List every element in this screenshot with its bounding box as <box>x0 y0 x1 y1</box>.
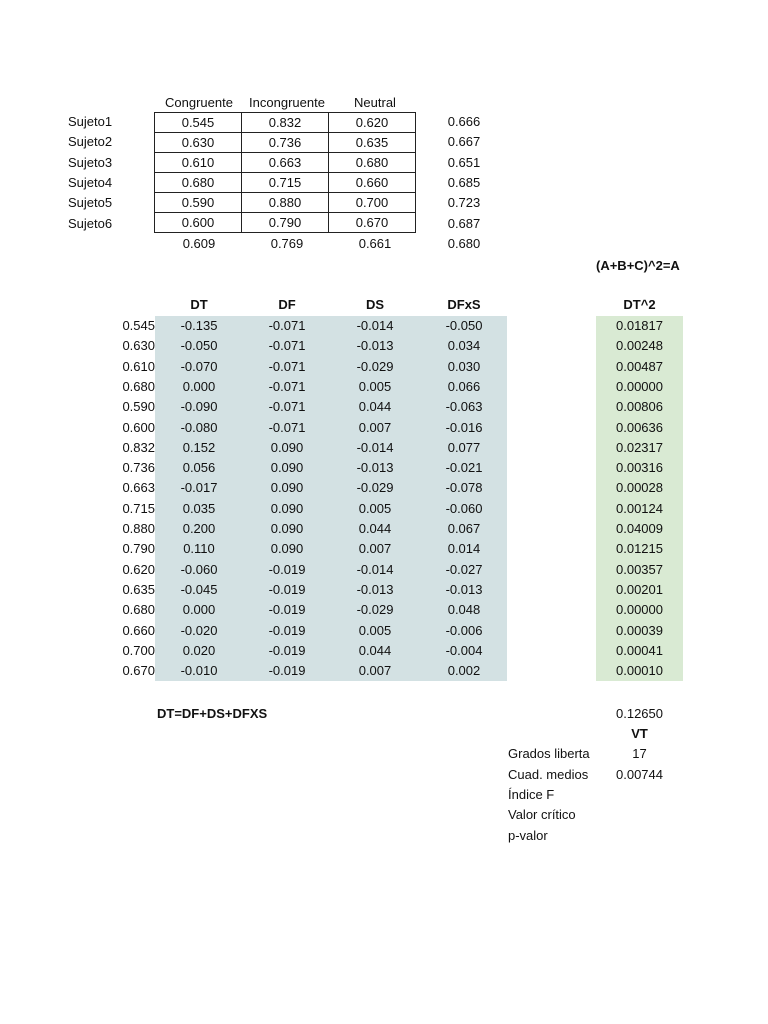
table-cell[interactable]: 0.090 <box>270 521 304 536</box>
squared-cell[interactable]: 0.00000 <box>616 602 663 618</box>
table-cell[interactable]: -0.063 <box>445 399 483 415</box>
subject-label: Sujeto6 <box>68 216 113 231</box>
column-mean[interactable]: 0.609 <box>182 236 216 251</box>
subject-label: Sujeto5 <box>68 195 113 210</box>
row-value[interactable]: 0.680 <box>122 378 155 394</box>
table-cell[interactable]: -0.013 <box>445 581 483 597</box>
table-cell[interactable]: 0.034 <box>447 338 481 354</box>
table-cell[interactable]: 0.832 <box>242 113 329 133</box>
table-cell[interactable]: -0.019 <box>268 642 306 658</box>
table-row <box>155 133 416 153</box>
row-mean[interactable]: 0.651 <box>447 155 481 170</box>
row-mean[interactable]: 0.685 <box>447 175 481 190</box>
table-cell[interactable]: 0.035 <box>182 500 216 516</box>
header-ds: DS <box>365 297 385 312</box>
table-cell[interactable]: 0.090 <box>270 480 304 496</box>
header-dfxs: DFxS <box>447 297 481 312</box>
table-cell[interactable]: -0.013 <box>356 581 394 597</box>
squared-cell[interactable]: 0.00028 <box>616 480 663 496</box>
squared-cell[interactable]: 0.00316 <box>616 460 663 476</box>
row-value[interactable]: 0.832 <box>122 439 155 455</box>
row-value[interactable]: 0.790 <box>122 541 155 557</box>
table-row <box>155 113 416 133</box>
raw-data-table <box>154 112 416 233</box>
header-dt-squared: DT^2 <box>623 297 656 312</box>
table-cell[interactable]: -0.050 <box>445 318 483 333</box>
table-cell[interactable]: 0.007 <box>358 419 392 435</box>
squared-cell[interactable]: 0.04009 <box>616 521 663 536</box>
table-cell[interactable]: -0.019 <box>268 602 306 618</box>
table-cell[interactable]: 0.680 <box>155 173 242 193</box>
table-cell[interactable]: -0.006 <box>445 622 483 638</box>
table-cell[interactable]: 0.600 <box>155 213 242 233</box>
row-value[interactable]: 0.635 <box>122 581 155 597</box>
table-cell[interactable]: -0.014 <box>356 318 394 333</box>
squared-cell[interactable]: 0.01817 <box>616 318 663 333</box>
column-mean[interactable]: 0.661 <box>358 236 392 251</box>
squared-cell[interactable]: 0.00010 <box>616 663 663 679</box>
table-cell[interactable]: 0.002 <box>447 663 481 679</box>
table-cell[interactable]: 0.790 <box>242 213 329 233</box>
formula-dt[interactable]: DT=DF+DS+DFXS <box>157 706 268 721</box>
stat-label-critical[interactable]: Valor crítico <box>508 807 576 822</box>
squared-cell[interactable]: 0.00636 <box>616 419 663 435</box>
row-value[interactable]: 0.880 <box>122 521 155 536</box>
table-cell[interactable]: 0.005 <box>358 378 392 394</box>
table-cell[interactable]: 0.020 <box>182 642 216 658</box>
table-cell[interactable]: 0.152 <box>182 439 216 455</box>
header-neutral: Neutral <box>354 95 396 110</box>
table-cell[interactable]: -0.016 <box>445 419 483 435</box>
subject-label: Sujeto3 <box>68 155 113 170</box>
table-cell[interactable]: 0.090 <box>270 460 304 476</box>
table-cell[interactable]: 0.736 <box>242 133 329 153</box>
header-incongruente: Incongruente <box>249 95 325 110</box>
table-cell[interactable]: -0.090 <box>180 399 218 415</box>
table-cell[interactable]: 0.000 <box>182 378 216 394</box>
table-cell[interactable]: -0.010 <box>180 663 218 679</box>
table-cell[interactable]: 0.880 <box>242 193 329 213</box>
table-cell[interactable]: 0.048 <box>447 602 481 618</box>
squared-cell[interactable]: 0.01215 <box>616 541 663 557</box>
row-mean[interactable]: 0.666 <box>447 114 481 129</box>
table-cell[interactable]: -0.019 <box>268 622 306 638</box>
table-cell[interactable]: -0.029 <box>356 602 394 618</box>
table-cell[interactable]: -0.013 <box>356 338 394 354</box>
table-cell[interactable]: 0.715 <box>242 173 329 193</box>
subject-label: Sujeto4 <box>68 175 113 190</box>
row-value[interactable]: 0.600 <box>122 419 155 435</box>
row-value[interactable]: 0.715 <box>122 500 155 516</box>
table-cell[interactable]: -0.135 <box>180 318 218 333</box>
table-cell[interactable]: 0.545 <box>155 113 242 133</box>
table-cell[interactable]: -0.004 <box>445 642 483 658</box>
row-value[interactable]: 0.736 <box>122 460 155 476</box>
row-value[interactable]: 0.590 <box>122 399 155 415</box>
table-cell[interactable]: -0.060 <box>180 561 218 577</box>
squared-cell[interactable]: 0.00487 <box>616 358 663 374</box>
table-cell[interactable]: -0.071 <box>268 399 306 415</box>
table-cell[interactable]: -0.019 <box>268 561 306 577</box>
table-row <box>155 193 416 213</box>
table-cell[interactable]: -0.014 <box>356 439 394 455</box>
table-cell[interactable]: -0.020 <box>180 622 218 638</box>
table-cell[interactable]: -0.071 <box>268 419 306 435</box>
table-row <box>155 173 416 193</box>
table-cell[interactable]: 0.067 <box>447 521 481 536</box>
table-cell[interactable]: -0.013 <box>356 460 394 476</box>
table-cell[interactable]: 0.610 <box>155 153 242 173</box>
squared-cell[interactable]: 0.00041 <box>616 642 663 658</box>
table-cell[interactable]: 0.620 <box>329 113 416 133</box>
row-value[interactable]: 0.670 <box>122 663 155 679</box>
table-cell[interactable]: 0.044 <box>358 642 392 658</box>
table-cell[interactable]: -0.071 <box>268 338 306 354</box>
formula-a[interactable]: (A+B+C)^2=A <box>596 258 680 273</box>
stat-label-pvalue[interactable]: p-valor <box>508 828 548 843</box>
row-value[interactable]: 0.660 <box>122 622 155 638</box>
header-congruente: Congruente <box>165 95 233 110</box>
row-mean[interactable]: 0.687 <box>447 216 481 231</box>
table-cell[interactable]: 0.066 <box>447 378 481 394</box>
stat-label-ms[interactable]: Cuad. medios <box>508 767 589 782</box>
table-cell[interactable]: 0.030 <box>447 358 481 374</box>
table-cell[interactable]: 0.670 <box>329 213 416 233</box>
table-cell[interactable]: -0.071 <box>268 378 306 394</box>
table-cell[interactable]: 0.635 <box>329 133 416 153</box>
table-cell[interactable]: 0.630 <box>155 133 242 153</box>
row-value[interactable]: 0.663 <box>122 480 155 496</box>
sum-of-squares[interactable]: 0.12650 <box>616 706 663 721</box>
squared-cell[interactable]: 0.00248 <box>616 338 663 354</box>
vt-label[interactable]: VT <box>631 726 648 741</box>
mean-square[interactable]: 0.00744 <box>616 767 663 782</box>
table-cell[interactable]: -0.017 <box>180 480 218 496</box>
table-cell[interactable]: 0.044 <box>358 399 392 415</box>
row-mean[interactable]: 0.723 <box>447 195 481 210</box>
table-cell[interactable]: -0.071 <box>268 358 306 374</box>
squared-cell[interactable]: 0.00357 <box>616 561 663 577</box>
table-cell[interactable]: -0.050 <box>180 338 218 354</box>
table-cell[interactable]: 0.663 <box>242 153 329 173</box>
table-cell[interactable]: 0.007 <box>358 663 392 679</box>
table-cell[interactable]: -0.045 <box>180 581 218 597</box>
row-value[interactable]: 0.545 <box>122 318 155 333</box>
table-cell[interactable]: 0.014 <box>447 541 481 557</box>
degrees-of-freedom[interactable]: 17 <box>632 746 647 761</box>
table-cell[interactable]: 0.200 <box>182 521 216 536</box>
table-cell[interactable]: -0.019 <box>268 663 306 679</box>
table-cell[interactable]: 0.056 <box>182 460 216 476</box>
table-cell[interactable]: -0.080 <box>180 419 218 435</box>
table-cell[interactable]: 0.090 <box>270 500 304 516</box>
table-cell[interactable]: 0.007 <box>358 541 392 557</box>
squared-cell[interactable]: 0.00201 <box>616 581 663 597</box>
table-cell[interactable]: 0.680 <box>329 153 416 173</box>
table-cell[interactable]: -0.029 <box>356 480 394 496</box>
table-cell[interactable]: -0.029 <box>356 358 394 374</box>
grand-mean[interactable]: 0.680 <box>447 236 481 251</box>
table-cell[interactable]: 0.110 <box>183 541 215 557</box>
header-dt: DT <box>190 297 208 312</box>
row-value[interactable]: 0.620 <box>122 561 155 577</box>
table-cell[interactable]: 0.044 <box>358 521 392 536</box>
squared-cell[interactable]: 0.00039 <box>616 622 663 638</box>
table-cell[interactable]: 0.000 <box>182 602 216 618</box>
table-cell[interactable]: 0.700 <box>329 193 416 213</box>
table-row <box>155 153 416 173</box>
table-cell[interactable]: 0.005 <box>358 500 392 516</box>
subject-label: Sujeto1 <box>68 114 113 129</box>
row-value[interactable]: 0.680 <box>122 602 155 618</box>
table-cell[interactable]: 0.590 <box>155 193 242 213</box>
squared-cell[interactable]: 0.02317 <box>616 439 663 455</box>
header-df: DF <box>278 297 296 312</box>
table-cell[interactable]: -0.014 <box>356 561 394 577</box>
squared-cell[interactable]: 0.00806 <box>616 399 663 415</box>
table-cell[interactable]: -0.060 <box>445 500 483 516</box>
table-cell[interactable]: 0.660 <box>329 173 416 193</box>
table-cell[interactable]: -0.078 <box>445 480 483 496</box>
column-mean[interactable]: 0.769 <box>270 236 304 251</box>
squared-cell[interactable]: 0.00124 <box>616 500 663 516</box>
row-value[interactable]: 0.610 <box>122 358 155 374</box>
table-cell[interactable]: -0.027 <box>445 561 483 577</box>
table-cell[interactable]: 0.077 <box>447 439 481 455</box>
row-value[interactable]: 0.630 <box>122 338 155 354</box>
table-row <box>155 213 416 233</box>
squared-cell[interactable]: 0.00000 <box>616 378 663 394</box>
stat-label-f[interactable]: Índice F <box>508 787 555 802</box>
table-cell[interactable]: 0.005 <box>358 622 392 638</box>
table-cell[interactable]: 0.090 <box>270 541 304 557</box>
stat-label-df[interactable]: Grados liberta <box>508 746 590 761</box>
row-mean[interactable]: 0.667 <box>447 134 481 149</box>
table-cell[interactable]: 0.090 <box>270 439 304 455</box>
table-cell[interactable]: -0.021 <box>445 460 483 476</box>
row-value[interactable]: 0.700 <box>122 642 155 658</box>
table-cell[interactable]: -0.070 <box>180 358 218 374</box>
subject-label: Sujeto2 <box>68 134 113 149</box>
table-cell[interactable]: -0.019 <box>268 581 306 597</box>
table-cell[interactable]: -0.071 <box>268 318 306 333</box>
